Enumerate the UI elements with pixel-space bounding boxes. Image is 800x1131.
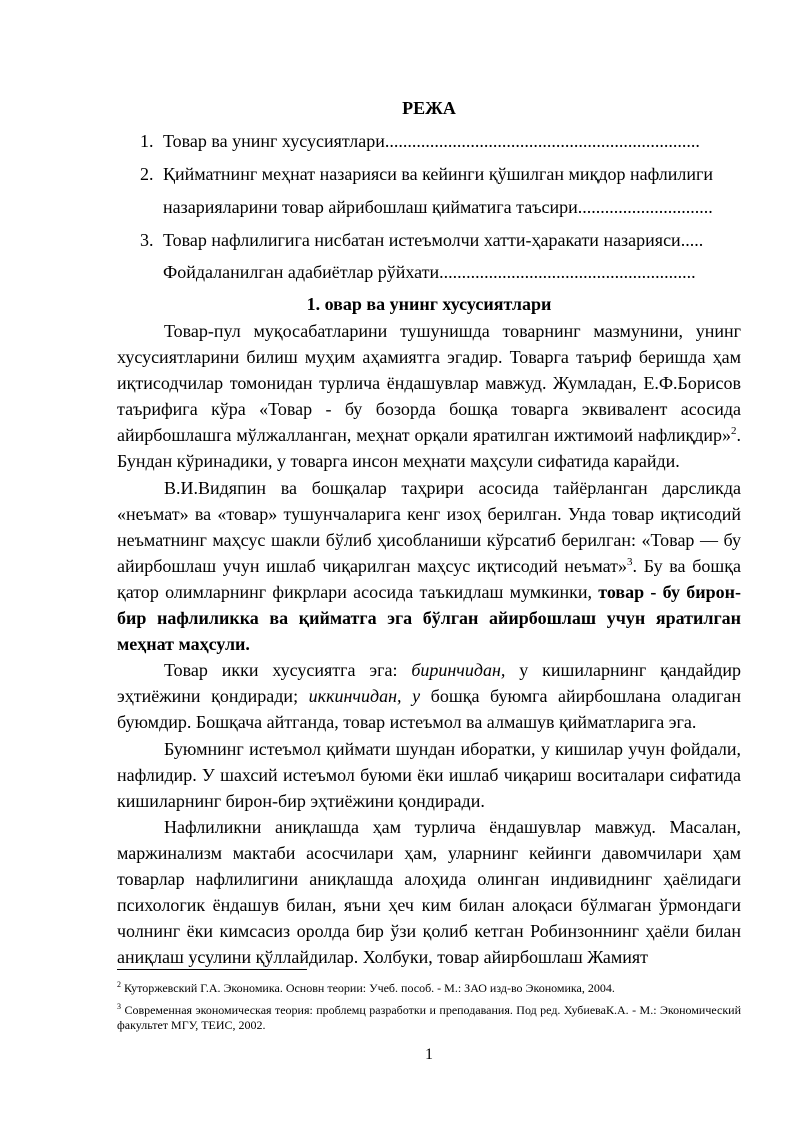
toc-item-3: [140, 230, 703, 251]
toc-number: 3.: [140, 230, 154, 250]
paragraph-4: Буюмнинг истеъмол қиймати шундан иборатки, у кишилар учун фойдали, нафлидир. У шахсий истеъмол буюми ёки ишлаб чиқариш воситалари сифатида кишиларнинг бирон-бир эҳтиёжини қондиради.: [117, 738, 741, 811]
toc-item-1: [140, 131, 700, 152]
paragraph-3: Товар икки хусусиятга эга: биринчидан, у кишиларнинг қандайдир эҳтиёжини қондиради; иккинчидан, у бошқа буюмга айирбошлана оладиган буюмдир. Бошқача айтганда, товар истеъмол ва алмашув қийматларига эга.: [117, 660, 742, 733]
toc-number: 2.: [140, 164, 154, 184]
toc-item-2-continued: назарияларини товар айрибошлаш қийматига таъсири..............................: [163, 197, 713, 217]
footnotes: [117, 977, 741, 1036]
toc-text: Товар нафлилигига нисбатан истеъмолчи хатти-ҳаракати назарияси.....: [163, 230, 704, 250]
toc-text: Қийматнинг меҳнат назарияси ва кейинги қўшилган миқдор нафлилиги: [163, 164, 714, 184]
paragraph-1: Товар-пул муқосабатларини тушунишда товарнинг мазмунини, унинг хусусиятларини билиш муҳим аҳамиятга эгадир. Товарга таъриф беришда ҳам иқтисодчилар томонидан турлича ёндашувлар мавжуд. Жумладан, Е.Ф.Борисов таърифига кўра «Товар - бу бозорда бошқа товарга эквивалент асосида айирбошлашга мўлжалланган, меҳнат орқали яратилган ижтимоий нафлиқдир»$^2$. Бундан кўринадики, у товарга инсон меҳнати маҳсули сифатида карайди.: [117, 321, 741, 472]
paragraph-5: Нафлиликни аниқлашда ҳам турлича ёндашувлар мавжуд. Масалан, маржинализм мактаби асосчилари ҳам, уларнинг кейинги давомчилари ҳам товарлар нафлилигини аниқлашда алоҳида олинган индивиднинг ҳаёлидаги психологик ёндашув билан, яъни ҳеч ким билан алоқаси бўлмаган ўрмондаги чолнинг ёки кимсасиз оролда бир ўзи қолиб кетган Робинзоннинг ҳаёли билан аниқлаш усулини қўллайдилар. Холбуки, товар айирбошлаш Жамият: [117, 816, 741, 968]
plan-title: РЕЖА: [402, 98, 456, 118]
page-number: 1: [425, 1046, 433, 1063]
paragraph-2: В.И.Видяпин ва бошқалар таҳрири асосида тайёрланган дарсликда «неъмат» ва «товар» тушунчаларига кенг изоҳ берилган. Унда товар иқтисодий неъматнинг маҳсус шакли бўлиб ҳисобланиши кўрсатиб берилган: «Товар — бу айирбошлаш учун ишлаб чиқарилган маҳсус иқтисодий неъмат»$^3$. Бу ва бошқа қатор олимларнинг фикрлари асосида таъкидлаш мумкинки, товар - бу бирон-бир нафлиликка ва қийматга эга бўлган айирбошлаш учун яратилган меҳнат маҳсули.: [117, 477, 741, 655]
footnote-2: $^2$ Куторжевский Г.А. Экономика. Основн теории: Учеб. пособ. - М.: ЗАО изд-во Экономика, 2004.: [117, 980, 615, 995]
footnote-ref-2: 2: [731, 425, 737, 438]
section-heading: 1. овар ва унинг хусусиятлари: [306, 294, 552, 314]
footnote-ref-3: 3: [627, 555, 633, 568]
toc-item-2: [140, 164, 713, 185]
toc-item-references: Фойдаланилган адабиётлар рўйхати.........................................................: [163, 262, 696, 282]
body-text: [117, 318, 741, 970]
toc-text: Товар ва унинг хусусиятлари......................................................................: [163, 131, 700, 151]
definition-bold: товар - бу бирон-бир нафлиликка ва қийматга эга бўлган айирбошлаш учун яратилган меҳнат маҳсули.: [117, 581, 741, 655]
footnote-separator: [117, 969, 307, 970]
footnote-3: $^3$ Современная экономическая теория: проблемц разработки и преподавания. Под ред. ХубиеваК.А. - М.: Экономический факультет МГУ, ТЕИС, 2002.: [117, 1001, 741, 1033]
toc-number: 1.: [140, 131, 154, 151]
